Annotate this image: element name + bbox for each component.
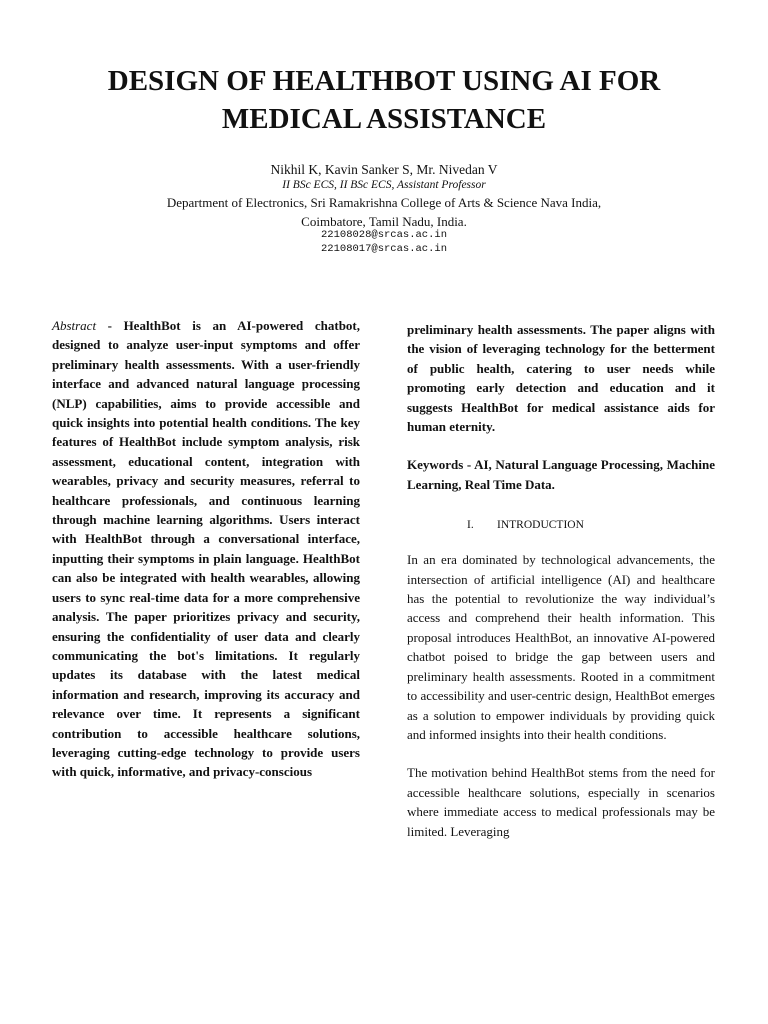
title-line-2: MEDICAL ASSISTANCE: [221, 103, 547, 135]
paper-title: [40, 62, 728, 138]
intro-paragraph-1: In an era dominated by technological advancements, the intersection of artificial intelligence (AI) and healthcare has the potential to revolutionize the way individual’s access and comprehend their health information. This proposal introduces HealthBot, an innovative AI-powered chatbot poised to bridge the gap between users and preliminary health assessments. Rooted in a commitment to accessibility and user-centric design, HealthBot emerges as a solution to empower individuals by providing quick and informed insights into their health conditions.: [407, 552, 715, 742]
authors: Nikhil K, Kavin Sanker S, Mr. Nivedan V: [270, 162, 498, 177]
abstract-label: Abstract: [52, 318, 97, 333]
intro-paragraph-2: The motivation behind HealthBot stems from the need for accessible healthcare solutions, especially in scenarios where immediate access to medical professionals may be limited. Leveraging: [407, 765, 715, 839]
section-number: I.: [467, 519, 474, 532]
abstract-column: [52, 316, 360, 782]
email-1: 22108028@srcas.ac.in: [320, 229, 448, 241]
affiliation-line-2: Coimbatore, Tamil Nadu, India.: [301, 214, 467, 229]
keywords: Keywords - AI, Natural Language Processing, Machine Learning, Real Time Data.: [407, 457, 715, 492]
author-roles: II BSc ECS, II BSc ECS, Assistant Professor: [282, 179, 486, 191]
right-column: [407, 320, 715, 841]
abstract: [52, 316, 360, 782]
affiliation: [0, 193, 768, 231]
abstract-text: - HealthBot is an AI-powered chatbot, designed to analyze user-input symptoms and offer preliminary health assessments. With a user-friendly interface and advanced natural language processing (NLP) capabilities, aims to provide accessible and quick insights into potential health conditions. The key features of HealthBot include symptom analysis, risk assessment, educational content, integration with wearables, privacy and security measures, referral to healthcare professionals, and continuous learning through machine learning algorithms. Users interact with HealthBot through a conversational interface, inputting their symptoms in plain language. HealthBot can also be integrated with health wearables, allowing users to sync real-time data for a more comprehensive analysis. The paper prioritizes privacy and security, ensuring the confidentiality of user data and clearly communicating the bot's limitations. It regularly updates its database with the latest medical information and research, improving its accuracy and relevance over time. It represents a significant contribution to accessible healthcare solutions, leveraging cutting-edge technology to provide users with quick, informative, and privacy-conscious: [52, 318, 360, 780]
email-2: 22108017@srcas.ac.in: [320, 243, 448, 255]
section-title: INTRODUCTION: [497, 519, 584, 532]
abstract-continuation: preliminary health assessments. The paper aligns with the vision of leveraging technology for the betterment of public health, catering to user needs while promoting early detection and education and it suggests HealthBot for medical assistance aids for human eternity.: [407, 322, 715, 435]
affiliation-line-1: Department of Electronics, Sri Ramakrishna College of Arts & Science Nava India,: [166, 195, 602, 210]
section-heading-introduction: [467, 517, 715, 533]
title-line-1: DESIGN OF HEALTHBOT USING AI FOR: [107, 65, 661, 97]
